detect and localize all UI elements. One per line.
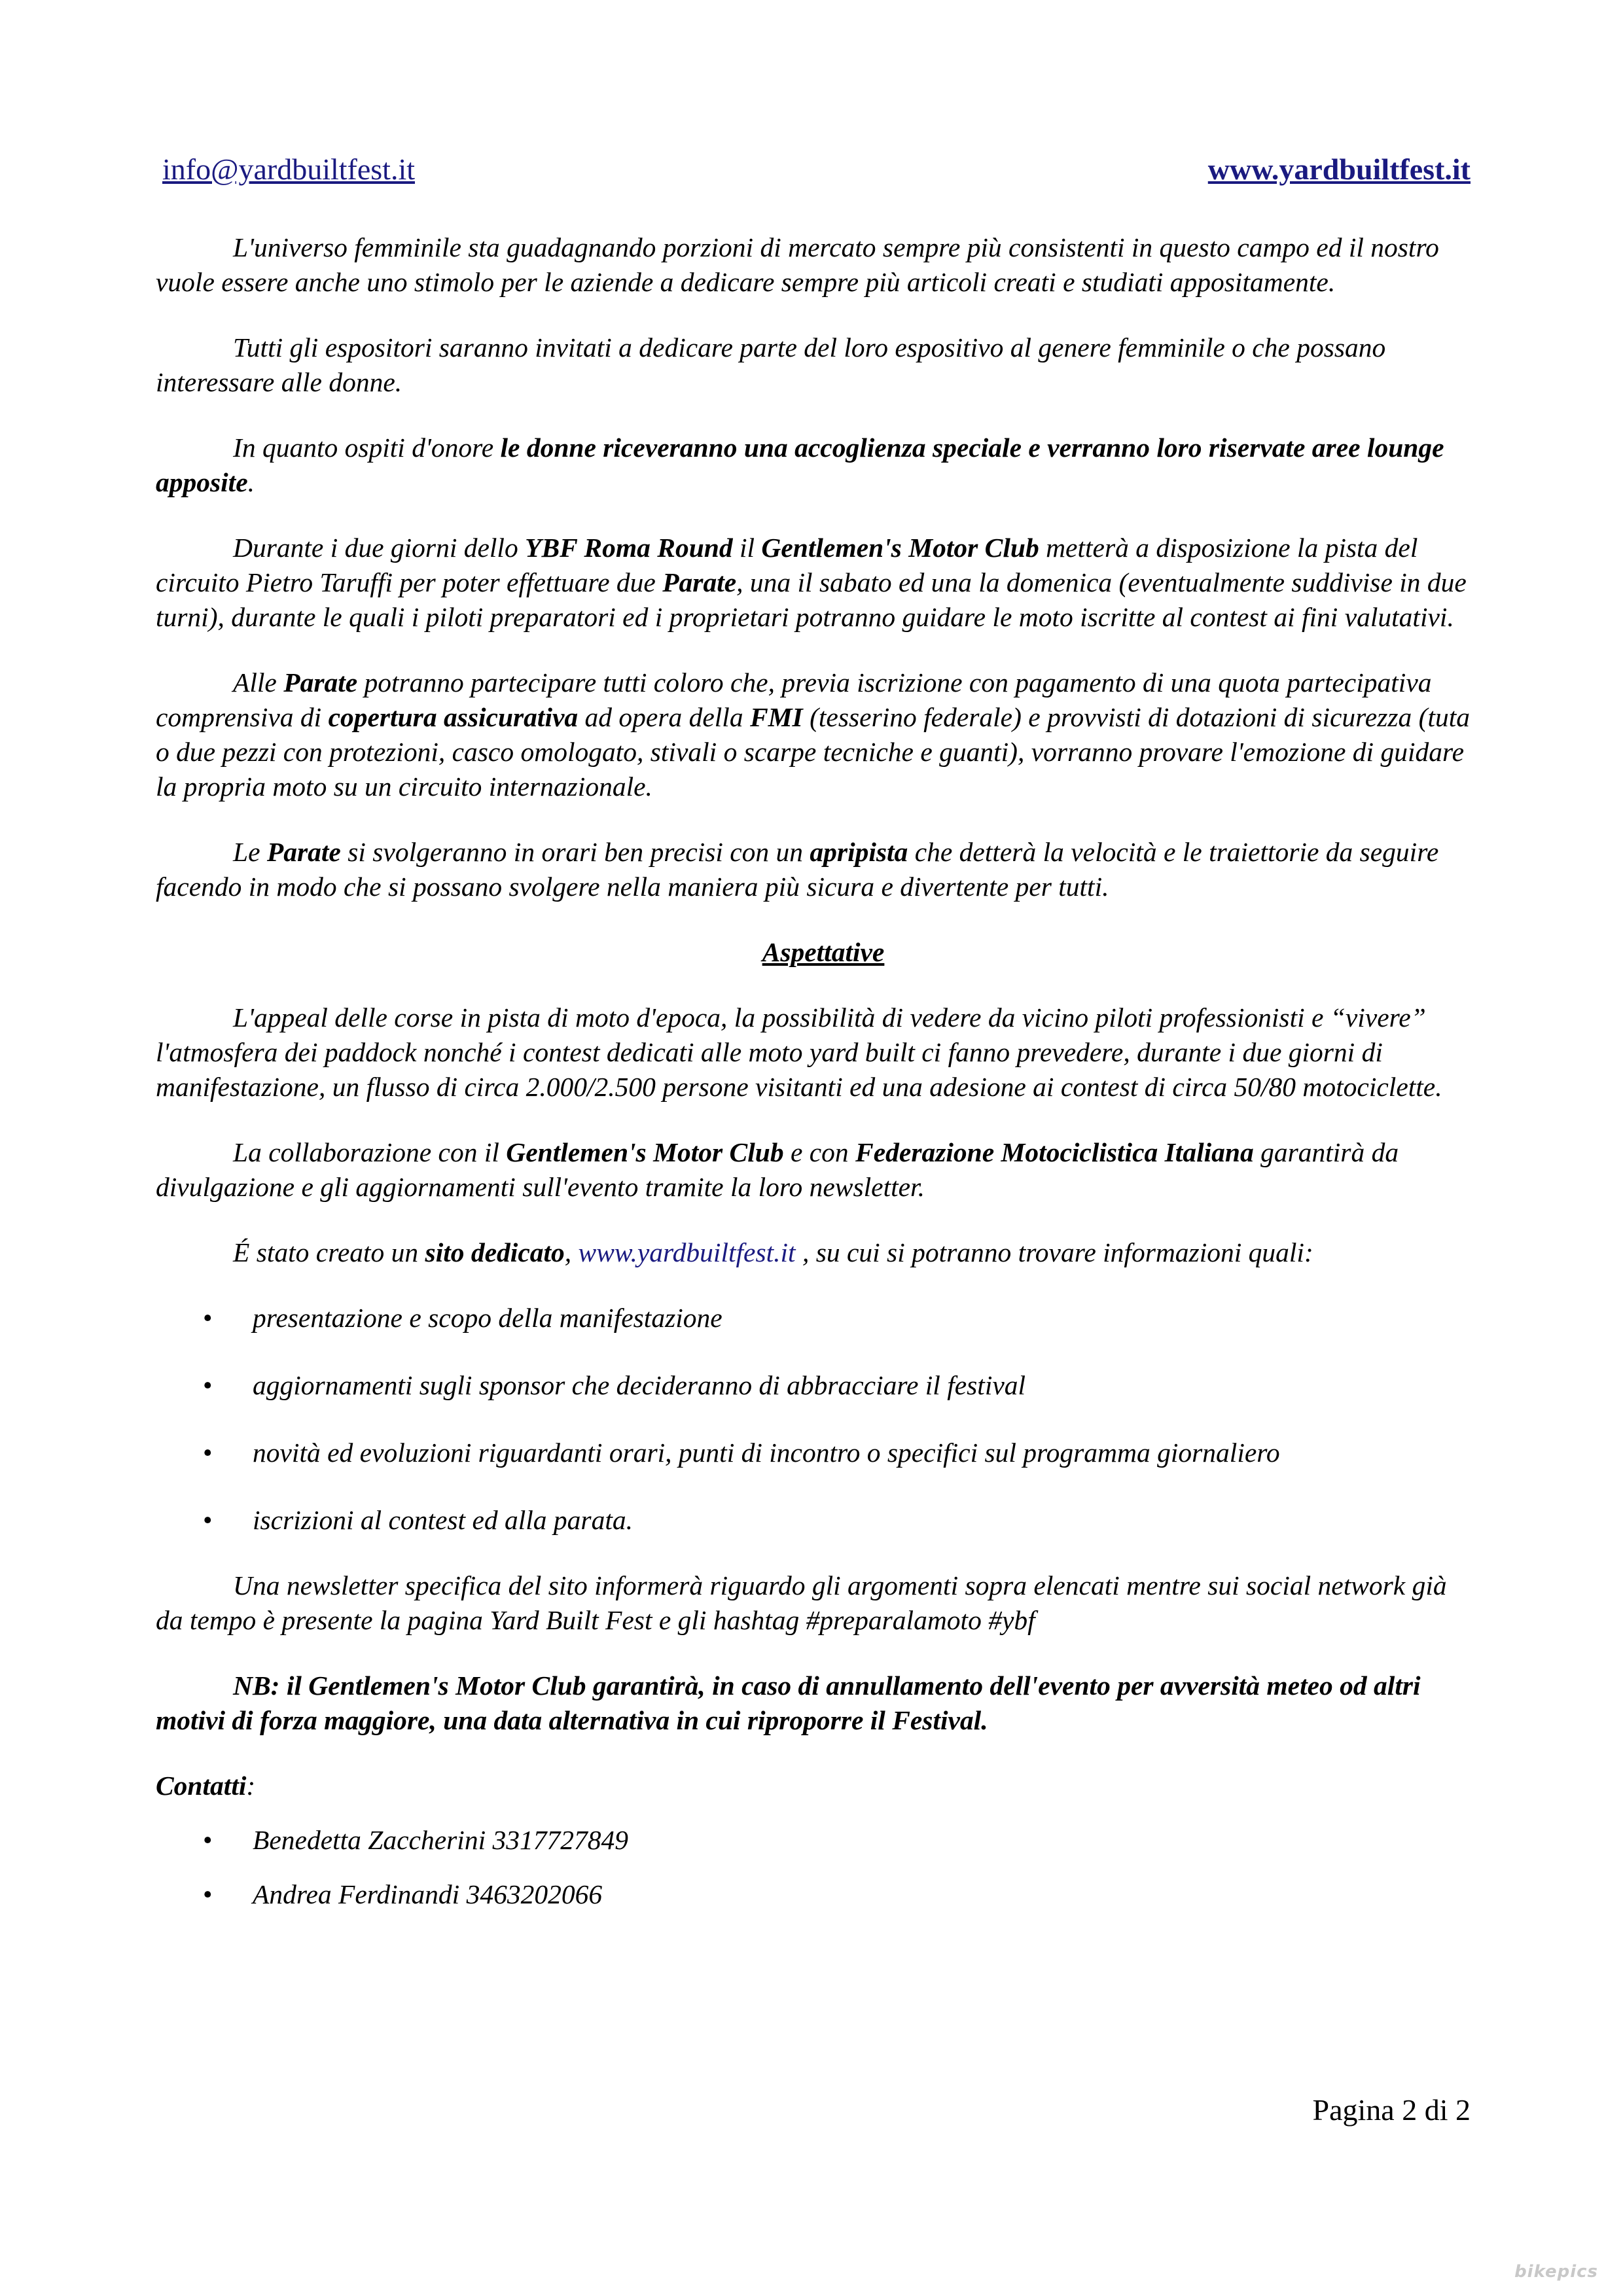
contact-item — [156, 1823, 1471, 1858]
list-item-text: novità ed evoluzioni riguardanti orari, punti di incontro o specifici sul programma giornaliero — [253, 1438, 1280, 1468]
bold-run: YBF Roma Round — [525, 533, 733, 563]
text-run: garantirà da divulgazione e gli aggiornamenti sull'evento tramite la loro newsletter. — [156, 1137, 1399, 1202]
contact-text: Benedetta Zaccherini 3317727849 — [253, 1825, 628, 1855]
text-run: La collaborazione con il — [233, 1137, 507, 1167]
contacts-list — [156, 1823, 1471, 1912]
site-features-list — [156, 1301, 1471, 1538]
text-run: metterà a disposizione la pista del circuito Pietro Taruffi per poter effettuare due — [156, 533, 1418, 597]
note-alternative-date: NB: il Gentlemen's Motor Club garantirà, in caso di annullamento dell'evento per avversità meteo od altri motivi di forza maggiore, una data alternativa in cui riproporre il Festival. — [156, 1670, 1421, 1735]
section-heading-expectations: Aspettative — [762, 937, 885, 967]
contacts-label-suffix: : — [246, 1771, 256, 1801]
bold-run: Parate — [266, 837, 341, 867]
bold-run: le donne riceveranno una accoglienza speciale e verranno loro riservate aree lounge apposite — [156, 433, 1444, 497]
paragraph-women-market: L'universo femminile sta guadagnando porzioni di mercato sempre più consistenti in questo campo ed il nostro vuole essere anche uno stimolo per le aziende a dedicare sempre più articoli creati e studiati appositamente. — [156, 232, 1439, 297]
bold-run: FMI — [749, 702, 803, 732]
header-website-link[interactable]: www.yardbuiltfest.it — [1207, 152, 1471, 186]
bold-run: Federazione Motociclistica Italiana — [855, 1137, 1254, 1167]
text-run: il — [732, 533, 762, 563]
bold-run: apripista — [810, 837, 908, 867]
contact-text: Andrea Ferdinandi 3463202066 — [253, 1879, 603, 1909]
paragraph-collaboration — [156, 1135, 1471, 1205]
paragraph-dedicated-site — [156, 1235, 1471, 1270]
paragraph-exhibitors: Tutti gli espositori saranno invitati a dedicare parte del loro espositivo al genere femminile o che possano interessare alle donne. — [156, 332, 1386, 397]
text-run: Alle — [233, 667, 284, 698]
text-run: Durante i due giorni dello — [233, 533, 526, 563]
text-run: , — [564, 1237, 579, 1267]
bullet-icon: • — [203, 1370, 213, 1400]
text-run: , su cui si potranno trovare informazioni quali: — [795, 1237, 1313, 1267]
bullet-icon: • — [203, 1505, 213, 1535]
text-run: ad opera della — [578, 702, 750, 732]
list-item — [156, 1503, 1471, 1538]
contacts-heading — [156, 1769, 1471, 1803]
bold-run: copertura assicurativa — [328, 702, 579, 732]
paragraph-expected-visitors: L'appeal delle corse in pista di moto d'epoca, la possibilità di vedere da vicino piloti professionisti e “vivere” l'atmosfera dei paddock nonché i contest dedicati alle moto yard built ci fanno prevedere, durante i due giorni di manifestazione, un flusso di circa 2.000/2.500 persone visitanti ed una adesione ai contest di circa 50/80 motociclette. — [156, 1002, 1442, 1102]
paragraph-newsletter: Una newsletter specifica del sito informerà riguardo gli argomenti sopra elencati mentre sui social network già da tempo è presente la pagina Yard Built Fest e gli hashtag #preparalamoto #ybf — [156, 1570, 1447, 1635]
text-run: che detterà la velocità e le traiettorie da seguire facendo in modo che si possano svolgere nella maniera più sicura e divertente per tutti. — [156, 837, 1439, 902]
text-run: Le — [233, 837, 267, 867]
text-run: In quanto ospiti d'onore — [233, 433, 501, 463]
paragraph-guests-of-honor — [156, 431, 1471, 500]
header-email-link[interactable]: info@yardbuiltfest.it — [162, 152, 416, 186]
document-body — [156, 230, 1471, 1932]
paragraph-parades-participation — [156, 665, 1471, 804]
text-run: , una il sabato ed una la domenica (eventualmente suddivise in due turni), durante le quali i piloti preparatori ed i proprietari potranno guidare le moto iscritte al contest ai fini valutativi. — [156, 567, 1467, 632]
list-item — [156, 1368, 1471, 1403]
text-run: potranno partecipare tutti coloro che, previa iscrizione con pagamento di una quota partecipativa comprensiva di — [156, 667, 1432, 732]
text-run: si svolgeranno in orari ben precisi con un — [340, 837, 810, 867]
bold-run: Parate — [662, 567, 737, 597]
contact-item — [156, 1877, 1471, 1912]
bullet-icon: • — [203, 1303, 213, 1333]
paragraph-parades-schedule — [156, 835, 1471, 904]
bullet-icon: • — [203, 1825, 213, 1855]
bold-run: Gentlemen's Motor Club — [506, 1137, 784, 1167]
paragraph-parades-intro — [156, 531, 1471, 635]
bullet-icon: • — [203, 1438, 213, 1468]
list-item-text: aggiornamenti sugli sponsor che decideranno di abbracciare il festival — [253, 1370, 1026, 1400]
watermark-logo: bikepics — [1514, 2262, 1598, 2282]
text-run: e con — [783, 1137, 856, 1167]
bullet-icon: • — [203, 1879, 213, 1909]
text-run: É stato creato un — [233, 1237, 425, 1267]
page-number: Pagina 2 di 2 — [1312, 2093, 1471, 2127]
list-item-text: presentazione e scopo della manifestazione — [253, 1303, 722, 1333]
bold-run: Gentlemen's Motor Club — [761, 533, 1039, 563]
text-run: . — [247, 467, 255, 497]
text-run: (tesserino federale) e provvisti di dotazioni di sicurezza (tuta o due pezzi con protezioni, casco omologato, stivali o scarpe tecniche e guanti), vorranno provare l'emozione di guidare la propria moto su un circuito internazionale. — [156, 702, 1471, 802]
list-item-text: iscrizioni al contest ed alla parata. — [253, 1505, 633, 1535]
list-item — [156, 1436, 1471, 1470]
list-item — [156, 1301, 1471, 1335]
contacts-label: Contatti — [156, 1771, 247, 1801]
site-link[interactable]: www.yardbuiltfest.it — [578, 1237, 796, 1267]
bold-run: sito dedicato — [425, 1237, 565, 1267]
bold-run: Parate — [283, 667, 358, 698]
